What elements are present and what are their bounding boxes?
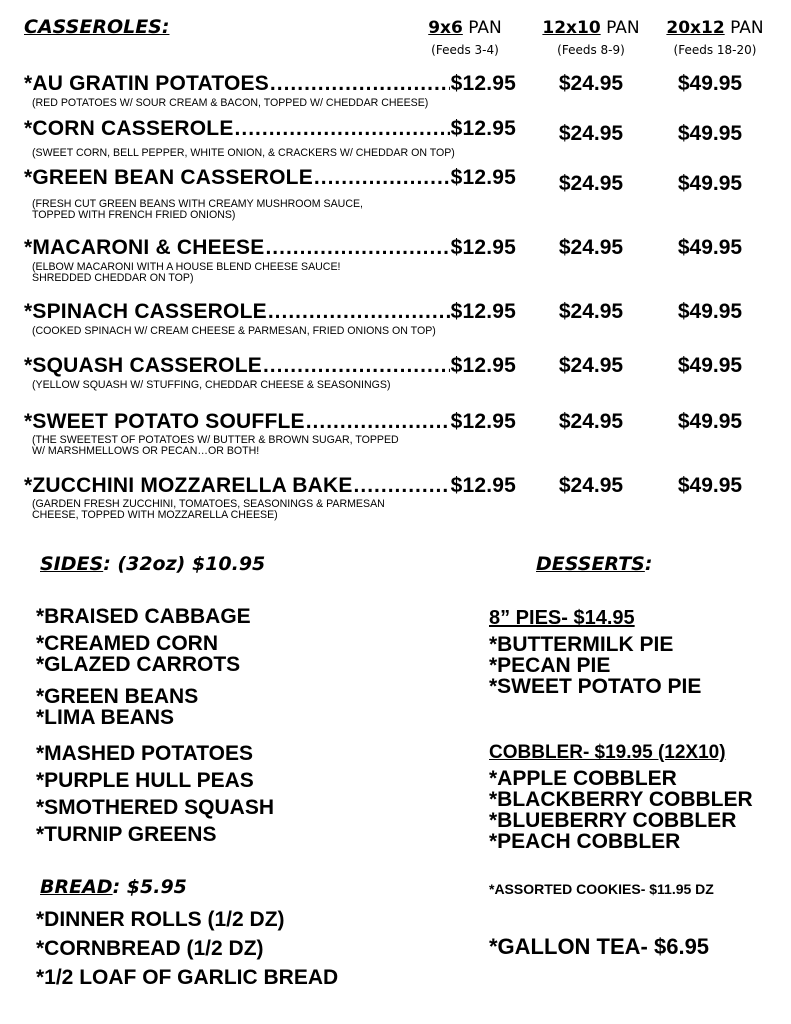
pies-heading: 8” PIES- $14.95: [489, 607, 635, 629]
price-9x6: $12.95: [450, 474, 516, 497]
side-item: *BRAISED CABBAGE: [36, 605, 251, 628]
casserole-item: [24, 117, 516, 141]
bread-title: BREAD: $5.95: [40, 876, 187, 898]
cobbler-item: *APPLE COBBLER: [489, 767, 677, 790]
price-12x10: $24.95: [558, 72, 624, 95]
bread-item: *1/2 LOAF OF GARLIC BREAD: [36, 966, 339, 989]
side-item: *GLAZED CARROTS: [36, 653, 241, 676]
item-description: (RED POTATOES W/ SOUR CREAM & BACON, TOPPED W/ CHEDDAR CHEESE): [32, 97, 429, 109]
pies-list: [489, 634, 701, 697]
price-9x6: $12.95: [450, 300, 516, 323]
pan-feeds-20x12: (Feeds 18-20): [673, 43, 757, 57]
price-12x10: $24.95: [558, 354, 624, 377]
item-name: *CORN CASSEROLE: [24, 117, 234, 140]
item-description: (THE SWEETEST OF POTATOES W/ BUTTER & BROWN SUGAR, TOPPED W/ MARSHMELLOWS OR PECAN…OR BOTH!: [32, 434, 399, 457]
bread-item: *DINNER ROLLS (1/2 DZ): [36, 908, 285, 931]
casserole-item: [24, 166, 516, 190]
cobbler-item: *BLUEBERRY COBBLER: [489, 809, 737, 832]
side-item: *LIMA BEANS: [36, 706, 175, 729]
price-20x12: $49.95: [677, 300, 743, 323]
item-name: *SPINACH CASSEROLE: [24, 300, 267, 323]
cobbler-item: *PEACH COBBLER: [489, 830, 681, 853]
bread-list: [36, 905, 338, 992]
cobbler-heading: COBBLER- $19.95 (12X10): [489, 742, 726, 763]
side-item: *GREEN BEANS: [36, 685, 199, 708]
price-12x10: $24.95: [558, 474, 624, 497]
desserts-title: DESSERTS:: [536, 553, 653, 575]
sides-list: [36, 606, 251, 627]
price-9x6: $12.95: [450, 410, 516, 433]
pan-feeds-9x6: (Feeds 3-4): [431, 43, 499, 57]
bread-item: *CORNBREAD (1/2 DZ): [36, 937, 264, 960]
price-12x10: $24.95: [558, 410, 624, 433]
casserole-item: [24, 410, 516, 434]
sides-title: SIDES: (32oz) $10.95: [40, 553, 266, 575]
item-name: *AU GRATIN POTATOES: [24, 72, 269, 95]
price-9x6: $12.95: [450, 236, 516, 259]
sides-list: [36, 686, 198, 728]
cookies-item: *ASSORTED COOKIES- $11.95 DZ: [489, 881, 714, 897]
price-9x6: $12.95: [450, 72, 516, 95]
casserole-item: [24, 300, 516, 324]
pie-item: *SWEET POTATO PIE: [489, 675, 702, 698]
price-9x6: $12.95: [450, 117, 516, 140]
sides-list: [36, 633, 240, 675]
pan-feeds-12x10: (Feeds 8-9): [557, 43, 625, 57]
cobbler-list: [489, 768, 753, 852]
pan-header-9x6: 9x6 PAN: [428, 18, 502, 38]
item-name: *SQUASH CASSEROLE: [24, 354, 262, 377]
pan-header-12x10: 12x10 PAN: [542, 18, 640, 38]
pie-item: *BUTTERMILK PIE: [489, 633, 674, 656]
price-12x10: $24.95: [558, 300, 624, 323]
casserole-item: [24, 474, 516, 498]
item-description: (COOKED SPINACH W/ CREAM CHEESE & PARMESAN, FRIED ONIONS ON TOP): [32, 325, 436, 337]
price-20x12: $49.95: [677, 410, 743, 433]
price-20x12: $49.95: [677, 474, 743, 497]
casserole-item: [24, 354, 516, 378]
price-12x10: $24.95: [558, 236, 624, 259]
price-20x12: $49.95: [677, 354, 743, 377]
casseroles-title: CASSEROLES:: [24, 16, 170, 38]
item-description: (SWEET CORN, BELL PEPPER, WHITE ONION, & CRACKERS W/ CHEDDAR ON TOP): [32, 147, 455, 159]
price-9x6: $12.95: [450, 354, 516, 377]
item-description: (ELBOW MACARONI WITH A HOUSE BLEND CHEESE SAUCE! SHREDDED CHEDDAR ON TOP): [32, 261, 341, 284]
item-name: *MACARONI & CHEESE: [24, 236, 265, 259]
price-20x12: $49.95: [677, 122, 743, 145]
item-name: *ZUCCHINI MOZZARELLA BAKE: [24, 474, 353, 497]
item-name: *SWEET POTATO SOUFFLE: [24, 410, 305, 433]
price-12x10: $24.95: [558, 122, 624, 145]
pie-item: *PECAN PIE: [489, 654, 611, 677]
price-20x12: $49.95: [677, 72, 743, 95]
casserole-item: [24, 72, 516, 96]
price-9x6: $12.95: [450, 166, 516, 189]
item-description: (FRESH CUT GREEN BEANS WITH CREAMY MUSHROOM SAUCE, TOPPED WITH FRENCH FRIED ONIONS): [32, 198, 363, 221]
price-20x12: $49.95: [677, 172, 743, 195]
price-20x12: $49.95: [677, 236, 743, 259]
pan-header-20x12: 20x12 PAN: [666, 18, 764, 38]
gallon-tea-item: *GALLON TEA- $6.95: [489, 934, 710, 959]
side-item: *CREAMED CORN: [36, 632, 219, 655]
side-item: *PURPLE HULL PEAS: [36, 769, 254, 792]
side-item: *TURNIP GREENS: [36, 823, 217, 846]
price-12x10: $24.95: [558, 172, 624, 195]
casserole-item: [24, 236, 516, 260]
item-name: *GREEN BEAN CASSEROLE: [24, 166, 313, 189]
side-item: *MASHED POTATOES: [36, 742, 254, 765]
item-description: (YELLOW SQUASH W/ STUFFING, CHEDDAR CHEESE & SEASONINGS): [32, 379, 391, 391]
cobbler-item: *BLACKBERRY COBBLER: [489, 788, 753, 811]
side-item: *SMOTHERED SQUASH: [36, 796, 275, 819]
item-description: (GARDEN FRESH ZUCCHINI, TOMATOES, SEASONINGS & PARMESAN CHEESE, TOPPED WITH MOZZARELLA CHEESE): [32, 498, 385, 521]
sides-list: [36, 740, 274, 848]
